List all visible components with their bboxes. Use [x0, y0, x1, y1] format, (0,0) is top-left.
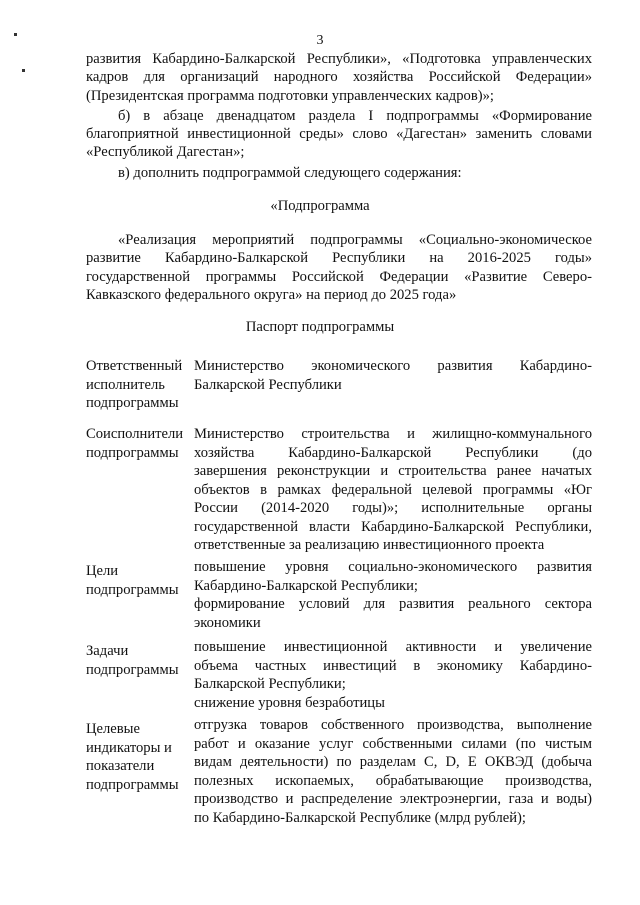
intro-paragraph-2: б) в абзаце двенадцатом раздела I подпрограммы «Формирование благоприятной инвестиционной среды» слово «Дагестан» заменить словами «Республикой Дагестан»; — [86, 107, 592, 161]
scan-artifact — [22, 69, 25, 72]
row-label: Ответственный исполнитель подпрограммы — [86, 358, 183, 411]
row-label: Задачи подпрограммы — [86, 643, 179, 678]
intro-paragraph-3: в) дополнить подпрограммой следующего содержания: — [118, 164, 462, 181]
intro-text — [86, 50, 592, 182]
intro-paragraph-1: развития Кабардино-Балкарской Республики», «Подготовка управленческих кадров для организаций народного хозяйства Российской Федерации» (Президентская программа подготовки управленческих кадров)»; — [86, 51, 592, 104]
row-value: повышение уровня социально-экономического развития Кабардино-Балкарской Республики; формирование условий для развития реального сектора экономики — [194, 559, 592, 631]
row-label: Целевые индикаторы и показатели подпрограммы — [86, 721, 179, 793]
subprogram-heading: «Подпрограмма — [270, 198, 370, 214]
row-label: Соисполнители подпрограммы — [86, 426, 184, 461]
row-value: повышение инвестиционной активности и увеличение объема частных инвестиций в экономику Кабардино- Балкарской Республики; снижение уровня безработицы — [194, 639, 592, 711]
passport-heading: Паспорт подпрограммы — [245, 319, 395, 335]
row-label: Цели подпрограммы — [86, 563, 179, 598]
row-value: Министерство строительства и жилищно-коммунального хозяйства Кабардино-Балкарской Республики (до завершения реконструкции и строительства ранее начатых объектов в рамках федеральной целевой программы «Юг России (2014-2020 годы)»; исполнительные органы государственной власти Кабардино-Балкарской Республики, ответственные за реализацию инвестиционного проекта — [194, 426, 592, 553]
subprogram-title: «Реализация мероприятий подпрограммы «Социально-экономическое развитие Кабардино-Балкарской Республики на 2016-2025 годы» государственной программы Российской Федерации «Развитие Северо-Кавказского федерального округа» на период до 2025 года» — [86, 232, 592, 303]
page-number: 3 — [316, 33, 324, 48]
row-value: Министерство экономического развития Кабардино- Балкарской Республики — [194, 358, 592, 393]
row-value: отгрузка товаров собственного производства, выполнение работ и оказание услуг собственными силами (по чистым видам деятельности) по разделам C, D, E ОКВЭД (добыча полезных ископаемых, обрабатывающие производства, производство и распределение электроэнергии, газа и воды) по Кабардино-Балкарской Республике (млрд рублей); — [194, 717, 592, 826]
